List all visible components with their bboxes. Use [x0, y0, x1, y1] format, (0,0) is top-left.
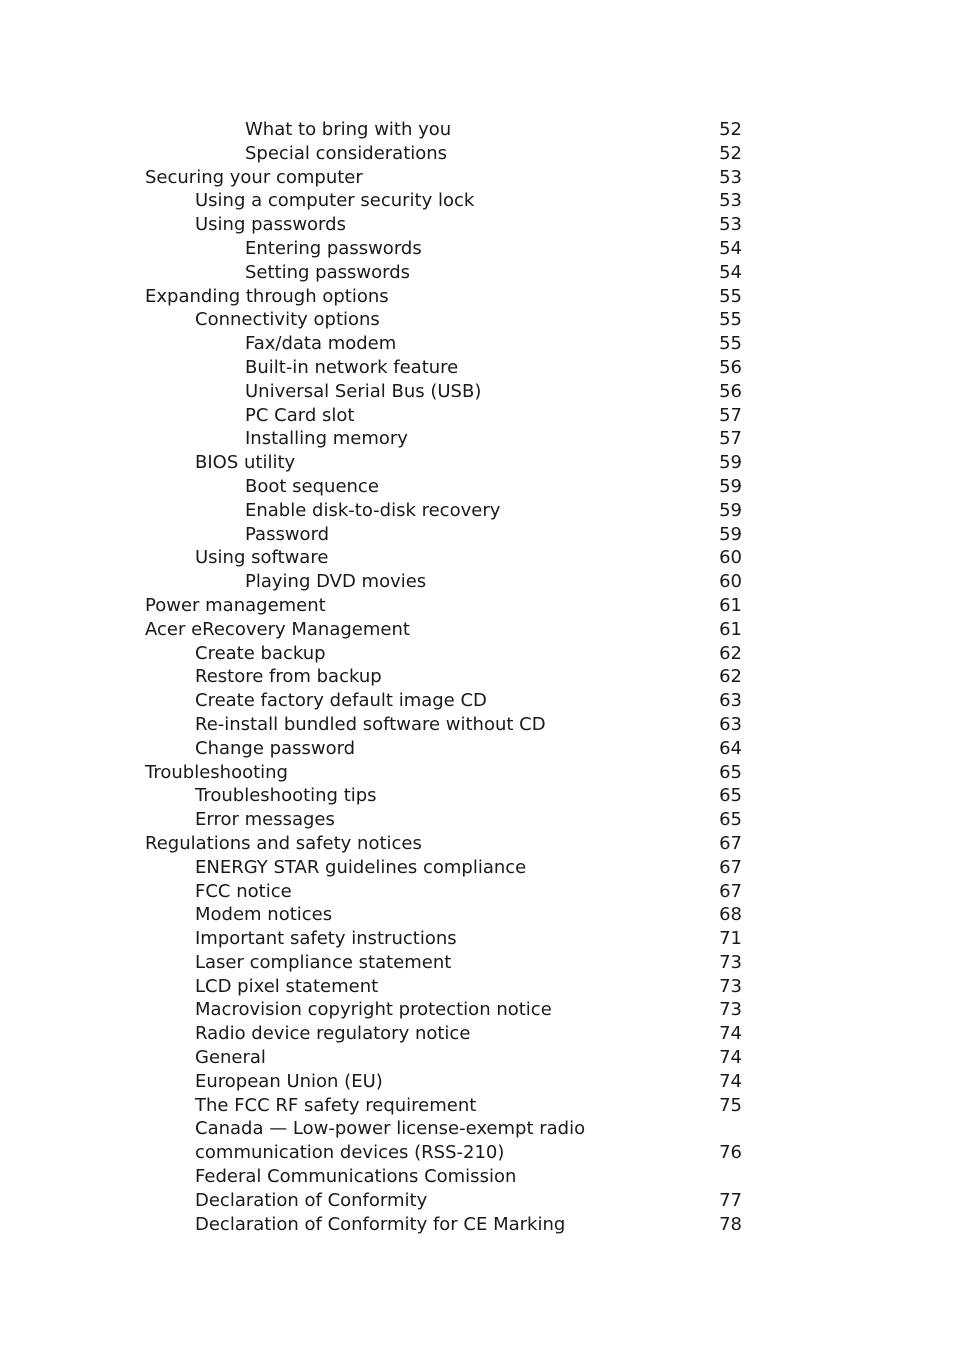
toc-entry-title: Entering passwords: [245, 237, 422, 259]
toc-entry-page-number: 55: [719, 333, 742, 355]
toc-entry[interactable]: [0, 308, 954, 332]
toc-entry[interactable]: [0, 665, 954, 689]
toc-entry-page-number: 64: [719, 737, 742, 759]
toc-entry-page-number: 71: [719, 928, 742, 950]
toc-entry[interactable]: [0, 166, 954, 190]
toc-entry-title: Acer eRecovery Management: [145, 618, 410, 640]
table-of-contents: [0, 118, 954, 1236]
toc-entry[interactable]: [0, 237, 954, 261]
toc-entry-title: Using a computer security lock: [195, 190, 475, 212]
toc-entry[interactable]: [0, 713, 954, 737]
toc-entry[interactable]: [0, 1141, 954, 1165]
toc-entry-title: Macrovision copyright protection notice: [195, 999, 552, 1021]
toc-entry-title: Expanding through options: [145, 285, 389, 307]
toc-entry[interactable]: [0, 1165, 954, 1189]
toc-entry-page-number: 61: [719, 618, 742, 640]
toc-entry[interactable]: [0, 499, 954, 523]
toc-entry-page-number: 67: [719, 832, 742, 854]
toc-entry-title: Securing your computer: [145, 166, 363, 188]
toc-entry-title: Installing memory: [245, 428, 408, 450]
toc-entry[interactable]: [0, 380, 954, 404]
toc-entry-page-number: 63: [719, 690, 742, 712]
toc-entry-page-number: 55: [719, 285, 742, 307]
toc-entry-page-number: 76: [719, 1142, 742, 1164]
toc-entry-page-number: 60: [719, 571, 742, 593]
toc-entry-title: Using software: [195, 547, 329, 569]
toc-entry-page-number: 63: [719, 713, 742, 735]
toc-entry-page-number: 62: [719, 642, 742, 664]
toc-entry[interactable]: [0, 1022, 954, 1046]
toc-entry-page-number: 56: [719, 380, 742, 402]
toc-entry[interactable]: [0, 546, 954, 570]
toc-entry-page-number: 65: [719, 785, 742, 807]
toc-entry[interactable]: [0, 689, 954, 713]
toc-entry[interactable]: [0, 784, 954, 808]
toc-entry[interactable]: [0, 927, 954, 951]
toc-entry-page-number: 78: [719, 1213, 742, 1235]
toc-entry-page-number: 57: [719, 404, 742, 426]
toc-entry-title: Federal Communications Comission: [195, 1166, 517, 1188]
toc-entry-title: Important safety instructions: [195, 928, 457, 950]
toc-entry-title: Modem notices: [195, 904, 333, 926]
toc-entry-title: Fax/data modem: [245, 333, 397, 355]
toc-entry-page-number: 74: [719, 1023, 742, 1045]
toc-entry[interactable]: [0, 1070, 954, 1094]
toc-entry[interactable]: [0, 998, 954, 1022]
toc-entry-page-number: 65: [719, 809, 742, 831]
toc-entry-title: BIOS utility: [195, 452, 296, 474]
toc-entry-title: Error messages: [195, 809, 335, 831]
toc-entry-page-number: 52: [719, 142, 742, 164]
toc-entry[interactable]: [0, 1213, 954, 1237]
toc-entry-page-number: 77: [719, 1189, 742, 1211]
toc-entry[interactable]: [0, 618, 954, 642]
toc-entry-page-number: 74: [719, 1047, 742, 1069]
toc-entry-page-number: 67: [719, 880, 742, 902]
toc-entry-title: Setting passwords: [245, 261, 411, 283]
toc-entry[interactable]: [0, 832, 954, 856]
toc-entry-page-number: 57: [719, 428, 742, 450]
toc-entry-page-number: 52: [719, 119, 742, 140]
toc-entry-title: Built-in network feature: [245, 356, 459, 378]
toc-entry-title: Power management: [145, 594, 326, 616]
toc-entry[interactable]: [0, 1094, 954, 1118]
toc-entry-page-number: 65: [719, 761, 742, 783]
toc-entry-title: ENERGY STAR guidelines compliance: [195, 856, 527, 878]
toc-entry-page-number: 59: [719, 499, 742, 521]
toc-entry-page-number: 73: [719, 951, 742, 973]
toc-entry-title: Restore from backup: [195, 666, 382, 688]
toc-entry-page-number: 54: [719, 261, 742, 283]
toc-entry-page-number: 73: [719, 999, 742, 1021]
toc-entry-page-number: 74: [719, 1070, 742, 1092]
toc-entry[interactable]: [0, 761, 954, 785]
toc-entry-title: What to bring with you: [245, 119, 452, 140]
toc-entry-page-number: 61: [719, 594, 742, 616]
toc-entry-title: Enable disk-to-disk recovery: [245, 499, 501, 521]
toc-entry-page-number: 62: [719, 666, 742, 688]
toc-entry-title: Create factory default image CD: [195, 690, 487, 712]
toc-entry[interactable]: [0, 880, 954, 904]
toc-entry[interactable]: [0, 475, 954, 499]
toc-entry[interactable]: [0, 118, 954, 142]
toc-entry-page-number: 59: [719, 452, 742, 474]
toc-entry[interactable]: [0, 261, 954, 285]
toc-entry[interactable]: [0, 427, 954, 451]
toc-entry[interactable]: [0, 1189, 954, 1213]
toc-entry-title: communication devices (RSS-210): [195, 1142, 505, 1164]
toc-entry[interactable]: [0, 285, 954, 309]
toc-entry-title: Playing DVD movies: [245, 571, 427, 593]
toc-entry[interactable]: [0, 737, 954, 761]
toc-entry[interactable]: [0, 1046, 954, 1070]
toc-entry-page-number: 68: [719, 904, 742, 926]
toc-entry-title: The FCC RF safety requirement: [195, 1094, 477, 1116]
toc-entry-page-number: 59: [719, 475, 742, 497]
toc-entry[interactable]: [0, 856, 954, 880]
toc-entry-title: Laser compliance statement: [195, 951, 452, 973]
toc-entry-title: Canada — Low-power license-exempt radio: [195, 1118, 586, 1140]
toc-entry-page-number: 67: [719, 856, 742, 878]
toc-entry-title: Declaration of Conformity for CE Marking: [195, 1213, 566, 1235]
toc-entry-title: Password: [245, 523, 330, 545]
toc-entry-page-number: 73: [719, 975, 742, 997]
toc-entry-title: European Union (EU): [195, 1070, 383, 1092]
toc-entry[interactable]: [0, 451, 954, 475]
toc-entry[interactable]: [0, 213, 954, 237]
toc-entry-title: Re-install bundled software without CD: [195, 713, 546, 735]
toc-entry[interactable]: [0, 189, 954, 213]
toc-entry-title: Connectivity options: [195, 309, 380, 331]
toc-entry-title: Using passwords: [195, 214, 346, 236]
toc-entry[interactable]: [0, 642, 954, 666]
toc-entry-title: PC Card slot: [245, 404, 355, 426]
toc-entry-title: General: [195, 1047, 266, 1069]
toc-entry-page-number: 60: [719, 547, 742, 569]
toc-entry[interactable]: [0, 570, 954, 594]
toc-entry-title: Regulations and safety notices: [145, 832, 422, 854]
toc-entry-page-number: 53: [719, 166, 742, 188]
toc-entry-page-number: 59: [719, 523, 742, 545]
toc-entry-title: Create backup: [195, 642, 326, 664]
toc-entry-page-number: 56: [719, 356, 742, 378]
toc-entry-page-number: 55: [719, 309, 742, 331]
toc-entry[interactable]: [0, 523, 954, 547]
toc-entry[interactable]: [0, 356, 954, 380]
toc-entry-page-number: 75: [719, 1094, 742, 1116]
toc-entry-title: Boot sequence: [245, 475, 379, 497]
toc-entry-title: Universal Serial Bus (USB): [245, 380, 482, 402]
toc-entry[interactable]: [0, 142, 954, 166]
toc-entry[interactable]: [0, 1117, 954, 1141]
toc-entry[interactable]: [0, 594, 954, 618]
toc-entry[interactable]: [0, 404, 954, 428]
toc-entry-title: Troubleshooting: [145, 761, 288, 783]
toc-entry[interactable]: [0, 903, 954, 927]
toc-entry[interactable]: [0, 975, 954, 999]
toc-entry[interactable]: [0, 332, 954, 356]
toc-entry[interactable]: [0, 951, 954, 975]
toc-entry-title: FCC notice: [195, 880, 292, 902]
toc-entry-title: Troubleshooting tips: [195, 785, 377, 807]
toc-entry-title: Special considerations: [245, 142, 448, 164]
toc-entry-page-number: 53: [719, 190, 742, 212]
toc-entry-title: LCD pixel statement: [195, 975, 379, 997]
toc-entry-title: Radio device regulatory notice: [195, 1023, 471, 1045]
toc-entry-page-number: 54: [719, 237, 742, 259]
toc-entry-title: Declaration of Conformity: [195, 1189, 428, 1211]
toc-entry[interactable]: [0, 808, 954, 832]
toc-entry-title: Change password: [195, 737, 356, 759]
toc-entry-page-number: 53: [719, 214, 742, 236]
